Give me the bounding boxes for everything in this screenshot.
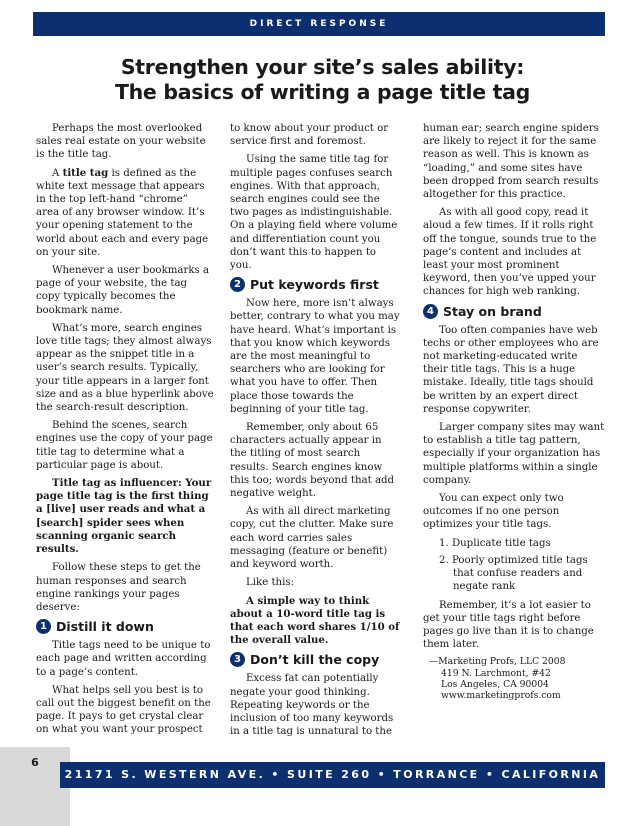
paragraph: As with all direct marketing copy, cut the clutter. Make sure each word carries sales messaging (feature or benefit) and keyword worth.: [230, 506, 394, 571]
list-item-text: 1. Duplicate title tags: [439, 537, 551, 549]
step-heading-text: Stay on brand: [443, 303, 542, 319]
title-line-1: Strengthen your site’s sales ability:: [120, 55, 525, 79]
paragraph: Behind the scenes, search engines use the copy of your page title tag to determine what a particular page is about.: [36, 420, 213, 471]
column-3: [423, 122, 605, 701]
footer-address-bar: [60, 762, 605, 807]
title-line-2: The basics of writing a page title tag: [114, 80, 531, 104]
text-span: A: [52, 167, 63, 179]
step-heading-3: [230, 652, 400, 667]
attribution-line: —Marketing Profs, LLC 2008: [429, 656, 566, 668]
step-number-badge: 2: [230, 277, 245, 292]
paragraph: Using the same title tag for multiple pages confuses search engines. With that approach, search engines could see the two pages as indistinguishable. On a playing field where volume and differentiation count you don’t want this to happen to you.: [230, 154, 398, 272]
step-heading-2: [230, 277, 400, 292]
text-span: is defined as the white text message that appears in the top left-hand “chrome” area of any browser window. It’s your opening statement to the world about each and every page on your site.: [36, 167, 209, 258]
paragraph: Title tags need to be unique to each page and written according to a page’s content.: [36, 640, 211, 678]
paragraph: Whenever a user bookmarks a page of your website, the tag copy typically becomes the bookmark name.: [36, 265, 210, 316]
callout-paragraph: Title tag as influencer: Your page title tag is the first thing a [live] user reads and what a [search] spider sees when scanning organic search results.: [36, 477, 212, 556]
step-heading-4: [423, 304, 605, 319]
paragraph: What helps sell you best is to call out the biggest benefit on the page. It pays to get crystal clear on what you want your prospect: [36, 684, 211, 736]
step-number-badge: 3: [230, 652, 245, 667]
paragraph: Follow these steps to get the human responses and search engine rankings your pages deserve:: [36, 562, 201, 613]
paragraph: Larger company sites may want to establish a title tag pattern, especially if your organization has multiple platforms within a single company.: [423, 422, 605, 486]
outcome-list: [423, 537, 605, 594]
paragraph: Like this:: [246, 577, 295, 589]
step-heading-1: [36, 619, 214, 634]
step-number-badge: 4: [423, 304, 438, 319]
list-item: [423, 554, 605, 594]
page-number: 6: [31, 756, 39, 769]
paragraph: Too often companies have web techs or other employees who are not marketing-educated write their title tags. This is a huge mistake. Ideally, title tags should be written by an expert direct response copywriter.: [423, 324, 599, 415]
paragraph: to know about your product or service first and foremost.: [230, 123, 389, 148]
attribution-line: www.marketingprofs.com: [441, 689, 561, 701]
paragraph: What’s more, search engines love title tags; they almost always appear as the snippet title in a user’s search results. Typically, your title appears in a larger font size and as a blue hyperlink above the search-result description.: [36, 322, 214, 414]
paragraph: Remember, it’s a lot easier to get your title tags right before pages go live than it is to change them later.: [423, 599, 594, 651]
article-title: [60, 55, 585, 105]
paragraph: Perhaps the most overlooked sales real estate on your website is the title tag.: [36, 123, 206, 161]
paragraph: Remember, only about 65 characters actually appear in the titling of most search results. Search engines know this too; words beyond that add negative weight.: [230, 422, 395, 500]
attribution-line: Los Angeles, CA 90004: [441, 678, 549, 690]
list-item: [423, 537, 605, 550]
paragraph: human ear; search engine spiders are likely to reject it for the same reason as well. This is known as “loading,” and some sites have been dropped from search results altogether for this practice.: [423, 123, 599, 201]
step-heading-text: Distill it down: [56, 619, 154, 634]
paragraph: You can expect only two outcomes if no one person optimizes your title tags.: [423, 493, 564, 531]
section-header-bar: [33, 12, 605, 36]
paragraph: As with all good copy, read it aloud a few times. If it rolls right off the tongue, sounds true to the page’s content and includes at least your most prominent keyword, then you’ve upped your chances for high web ranking.: [423, 207, 597, 298]
step-heading-text: Put keywords first: [250, 277, 379, 293]
column-1: [36, 122, 214, 742]
term-title-tag: title tag: [62, 166, 109, 179]
list-item-text: 2. Poorly optimized title tags that confuse readers and negate rank: [439, 554, 588, 593]
paragraph: [36, 167, 214, 259]
attribution: [423, 656, 605, 701]
attribution-line: 419 N. Larchmont, #42: [441, 667, 551, 679]
column-2: [230, 122, 400, 743]
section-label: DIRECT RESPONSE: [249, 19, 389, 29]
callout-paragraph: A simple way to think about a 10-word title tag is that each word shares 1/10 of the overall value.: [230, 594, 400, 647]
paragraph: Now here, more isn’t always better, contrary to what you may have heard. What’s important is that you know which keywords are the most meaningful to searchers who are looking for what you have to offer. Then place those towards the beginning of your title tag.: [230, 298, 400, 415]
paragraph: Excess fat can potentially negate your good thinking. Repeating keywords or the inclusion of too many keywords in a title tag is unnatural to the: [230, 673, 394, 738]
step-heading-text: Don’t kill the copy: [250, 652, 380, 668]
footer-address: 21171 S. WESTERN AVE. • SUITE 260 • TORRANCE • CALIFORNIA • 90501: [64, 768, 601, 807]
step-number-badge: 1: [36, 619, 51, 634]
